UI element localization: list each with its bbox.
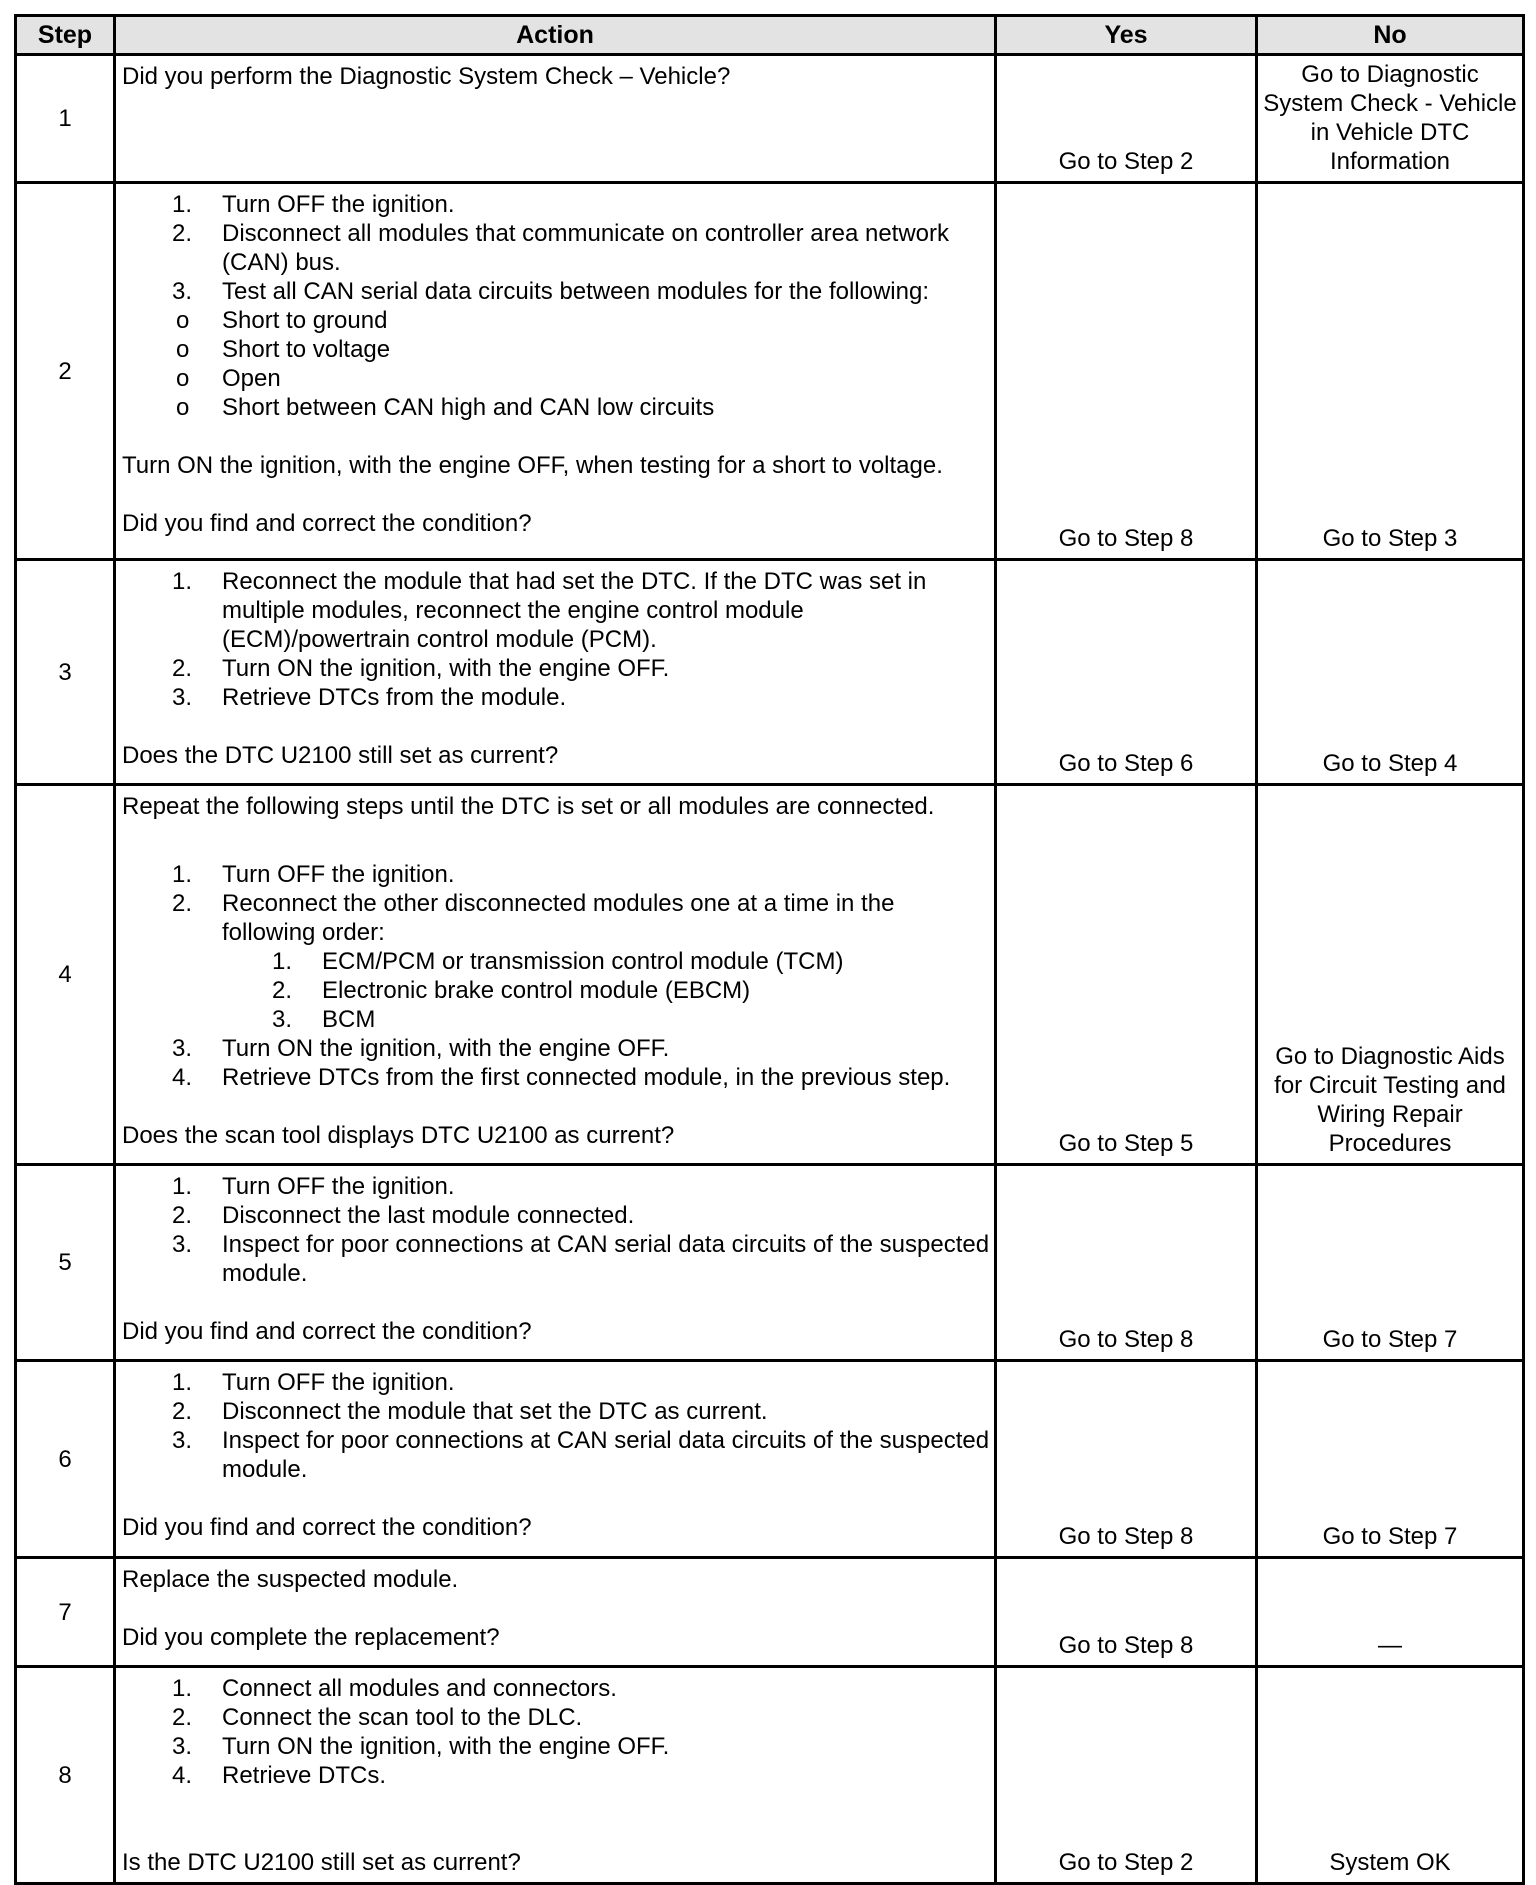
list-item: o Open bbox=[222, 364, 990, 393]
yes-cell: Go to Step 2 bbox=[996, 55, 1257, 183]
action-question: Is the DTC U2100 still set as current? bbox=[122, 1849, 521, 1876]
table-row bbox=[16, 1667, 1524, 1884]
action-question: Did you find and correct the condition? bbox=[122, 1318, 532, 1345]
action-cell bbox=[115, 785, 996, 1165]
step-number: 6 bbox=[16, 1361, 115, 1558]
header-action: Action bbox=[115, 16, 996, 55]
list-item: 1. Turn OFF the ignition. bbox=[222, 860, 990, 889]
action-text: Repeat the following steps until the DTC is set or all modules are connected. bbox=[122, 793, 935, 820]
step-number: 8 bbox=[16, 1667, 115, 1884]
list-item: 2. Disconnect the last module connected. bbox=[222, 1201, 990, 1230]
yes-cell: Go to Step 8 bbox=[996, 1558, 1257, 1667]
table-row bbox=[16, 1361, 1524, 1558]
header-yes: Yes bbox=[996, 16, 1257, 55]
no-cell: Go to Diagnostic Aids for Circuit Testing and Wiring Repair Procedures bbox=[1257, 785, 1524, 1165]
list-item: 1. Turn OFF the ignition. bbox=[222, 1368, 990, 1397]
action-question: Did you find and correct the condition? bbox=[122, 510, 532, 537]
action-cell bbox=[115, 560, 996, 785]
yes-cell: Go to Step 6 bbox=[996, 560, 1257, 785]
action-cell bbox=[115, 55, 996, 183]
diagnostic-table bbox=[14, 14, 1525, 1885]
step-number: 2 bbox=[16, 183, 115, 560]
yes-cell: Go to Step 8 bbox=[996, 1165, 1257, 1361]
list-item: 3. Inspect for poor connections at CAN serial data circuits of the suspected module. bbox=[222, 1426, 990, 1484]
no-cell: — bbox=[1257, 1558, 1524, 1667]
list-item: 2. Turn ON the ignition, with the engine OFF. bbox=[222, 654, 990, 683]
list-item: o Short to voltage bbox=[222, 335, 990, 364]
yes-cell: Go to Step 5 bbox=[996, 785, 1257, 1165]
action-text: Replace the suspected module. bbox=[122, 1566, 459, 1593]
no-cell: Go to Step 3 bbox=[1257, 183, 1524, 560]
step-number: 3 bbox=[16, 560, 115, 785]
list-item: 1. ECM/PCM or transmission control module (TCM) bbox=[322, 947, 990, 976]
step-number: 1 bbox=[16, 55, 115, 183]
action-list bbox=[122, 190, 990, 306]
action-cell bbox=[115, 183, 996, 560]
yes-cell: Go to Step 8 bbox=[996, 183, 1257, 560]
list-item: 2. Disconnect all modules that communicate on controller area network (CAN) bus. bbox=[222, 219, 990, 277]
diagnostic-table-wrapper bbox=[14, 14, 1522, 1885]
list-item: 3. Inspect for poor connections at CAN serial data circuits of the suspected module. bbox=[222, 1230, 990, 1288]
header-step: Step bbox=[16, 16, 115, 55]
yes-cell: Go to Step 2 bbox=[996, 1667, 1257, 1884]
action-cell bbox=[115, 1165, 996, 1361]
table-row bbox=[16, 560, 1524, 785]
yes-cell: Go to Step 8 bbox=[996, 1361, 1257, 1558]
list-item: 2. Electronic brake control module (EBCM) bbox=[322, 976, 990, 1005]
list-item: 3. Turn ON the ignition, with the engine OFF. bbox=[222, 1732, 990, 1761]
step-number: 7 bbox=[16, 1558, 115, 1667]
list-item: 3. Turn ON the ignition, with the engine OFF. bbox=[222, 1034, 990, 1063]
list-item: 1. Turn OFF the ignition. bbox=[222, 1172, 990, 1201]
sub-list bbox=[222, 947, 990, 1034]
list-item: 2. Connect the scan tool to the DLC. bbox=[222, 1703, 990, 1732]
action-question: Did you complete the replacement? bbox=[122, 1624, 500, 1651]
step-number: 4 bbox=[16, 785, 115, 1165]
list-item: 1. Connect all modules and connectors. bbox=[222, 1674, 990, 1703]
bullet-list bbox=[122, 306, 990, 422]
action-question: Does the scan tool displays DTC U2100 as current? bbox=[122, 1122, 675, 1149]
list-item: 2. Disconnect the module that set the DTC as current. bbox=[222, 1397, 990, 1426]
list-item: 3. Test all CAN serial data circuits between modules for the following: bbox=[222, 277, 990, 306]
list-item: 1. Reconnect the module that had set the DTC. If the DTC was set in multiple modules, reconnect the engine control module (ECM)/powertrain control module (PCM). bbox=[222, 567, 990, 654]
list-item: 3. Retrieve DTCs from the module. bbox=[222, 683, 990, 712]
action-list bbox=[122, 1368, 990, 1484]
table-row bbox=[16, 1165, 1524, 1361]
no-cell: Go to Step 4 bbox=[1257, 560, 1524, 785]
action-cell bbox=[115, 1361, 996, 1558]
table-row bbox=[16, 183, 1524, 560]
list-item: 4. Retrieve DTCs from the first connected module, in the previous step. bbox=[222, 1063, 990, 1092]
action-cell bbox=[115, 1558, 996, 1667]
action-list bbox=[122, 1172, 990, 1288]
action-list bbox=[122, 860, 990, 1092]
action-question: Did you find and correct the condition? bbox=[122, 1514, 532, 1541]
no-cell: Go to Diagnostic System Check - Vehicle in Vehicle DTC Information bbox=[1257, 55, 1524, 183]
no-cell: System OK bbox=[1257, 1667, 1524, 1884]
table-row bbox=[16, 1558, 1524, 1667]
list-item: o Short between CAN high and CAN low circuits bbox=[222, 393, 990, 422]
table-row bbox=[16, 55, 1524, 183]
list-item: o Short to ground bbox=[222, 306, 990, 335]
table-row bbox=[16, 785, 1524, 1165]
action-note: Turn ON the ignition, with the engine OFF, when testing for a short to voltage. bbox=[122, 452, 943, 479]
action-list bbox=[122, 1674, 990, 1790]
action-list bbox=[122, 567, 990, 712]
step-number: 5 bbox=[16, 1165, 115, 1361]
no-cell: Go to Step 7 bbox=[1257, 1165, 1524, 1361]
header-row bbox=[16, 16, 1524, 55]
list-item: 1. Turn OFF the ignition. bbox=[222, 190, 990, 219]
list-item: 3. BCM bbox=[322, 1005, 990, 1034]
action-text: Did you perform the Diagnostic System Check – Vehicle? bbox=[122, 63, 731, 90]
list-item: 4. Retrieve DTCs. bbox=[222, 1761, 990, 1790]
action-cell bbox=[115, 1667, 996, 1884]
list-item-text: Reconnect the other disconnected modules one at a time in the following order: bbox=[222, 890, 895, 946]
list-item bbox=[222, 889, 990, 1034]
action-question: Does the DTC U2100 still set as current? bbox=[122, 742, 559, 769]
header-no: No bbox=[1257, 16, 1524, 55]
no-cell: Go to Step 7 bbox=[1257, 1361, 1524, 1558]
